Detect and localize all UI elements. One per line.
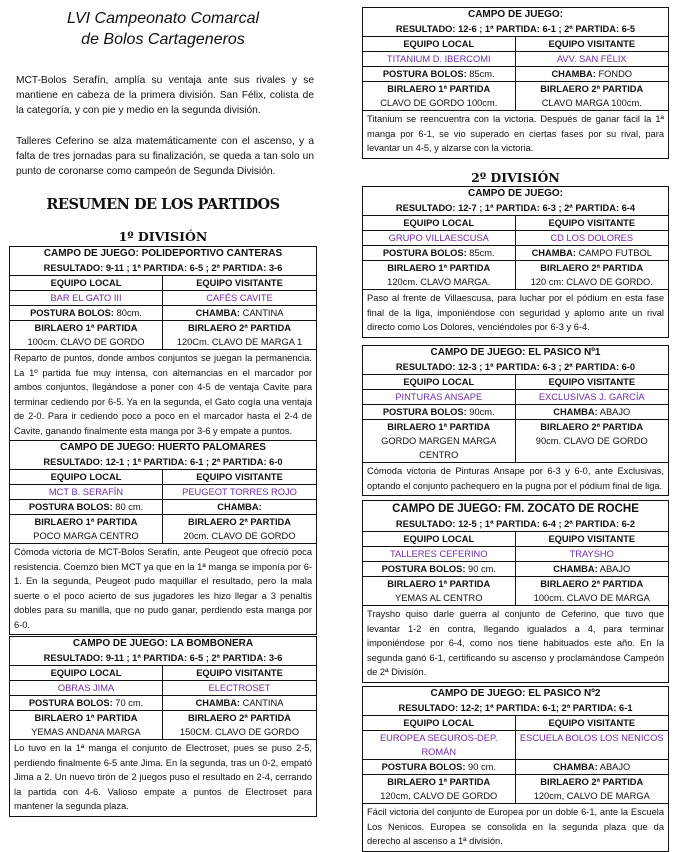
postura-label: POSTURA BOLOS: (30, 308, 114, 318)
birlaero-2-cell (516, 577, 669, 606)
match-details-grid (363, 532, 668, 606)
postura-value: 90cm. (466, 407, 495, 417)
chamba-value: ABAJO (597, 762, 631, 772)
birlaero-2-label: BIRLAERO 2ª PARTIDA (540, 777, 644, 787)
match-description: Titanium se reencuentra con la victoria. Después de ganar fácil la 1ª manga por 6-1, se vio superado en ciertas fases por su rival, para levantar un 4-5, y alzarse con la victoria. (367, 114, 664, 153)
match-card (9, 246, 317, 441)
intro-paragraph-1: MCT-Bolos Serafín, amplía su ventaja ante sus rivales y se mantiene en cabeza de la primera división. San Félix, colista de la categoría, y con pie y medio en la segunda división. (16, 75, 314, 116)
birlaero-1-cell (10, 711, 163, 740)
birlaero-1-label: BIRLAERO 1ª PARTIDA (387, 422, 491, 432)
local-team-name: PINTURAS ANSAPE (363, 390, 516, 405)
local-team-label: EQUIPO LOCAL (363, 216, 516, 231)
field-name: CAMPO DE JUEGO: (467, 188, 563, 199)
match-description: Cómoda victoria de Pinturas Ansape por 6-3 y 6-0, ante Exclusivas, optando el conjunto pachequero en la pugna por el pódium final de liga. (367, 466, 664, 491)
postura-cell (10, 696, 163, 711)
chamba-value: ABAJO (597, 407, 631, 417)
postura-cell (363, 562, 516, 577)
chamba-cell (516, 67, 669, 82)
chamba-value: FONDO (595, 69, 633, 79)
visiting-team-name: AVV. SAN FÉLIX (516, 52, 669, 67)
birlaero-2-label: BIRLAERO 2ª PARTIDA (540, 263, 644, 273)
birlaero-1-label: BIRLAERO 1ª PARTIDA (387, 84, 491, 94)
local-team-name: TALLERES CEFERINO (363, 547, 516, 562)
match-result: RESULTADO: 12-5 ; 1ª PARTIDA: 6-4 ; 2ª PARTIDA: 6-2 (363, 517, 668, 532)
birlaero-2-cell (516, 261, 669, 290)
match-details-grid (10, 276, 316, 350)
birlaero-2-cell (516, 775, 669, 804)
match-details-grid (363, 716, 668, 804)
birlaero-2-value: 120 cm: CLAVO DE GORDO. (530, 277, 653, 287)
postura-value: 85cm. (466, 69, 495, 79)
chamba-cell (163, 500, 316, 515)
postura-value: 90 cm. (465, 762, 496, 772)
birlaero-2-value: CLAVO MARGA 100cm. (541, 98, 642, 108)
visiting-team-name: ESCUELA BOLOS LOS NENICOS (516, 731, 669, 760)
match-description: Cómoda victoria de MCT-Bolos Serafín, ante Peugeot que ofreció poca resistencia. Coemzó bien MCT ya que en la 1ª manga se imponía por 6-1. En la segunda, Peugeot pudo maquillar el resultado, pero la mala suerte o el poco acierto de sus jugadores les hizo llegar a 3 penaltis dobles para su manilla, que no pudo ganar, perdiendo esta manga por 6-0. (14, 547, 312, 630)
birlaero-2-value: 90cm. CLAVO DE GORDO (535, 436, 648, 446)
visiting-team-label: EQUIPO VISITANTE (163, 276, 316, 291)
birlaero-1-cell (10, 321, 163, 350)
chamba-cell (163, 696, 316, 711)
birlaero-1-cell (363, 82, 516, 111)
birlaero-1-value: CLAVO DE GORDO 100cm. (380, 98, 498, 108)
field-name: CAMPO DE JUEGO: POLIDEPORTIVO CANTERAS (43, 248, 283, 259)
postura-label: POSTURA BOLOS: (381, 762, 466, 772)
chamba-value: CANTINA (240, 698, 284, 708)
birlaero-2-label: BIRLAERO 2ª PARTIDA (188, 517, 291, 527)
chamba-cell (163, 306, 316, 321)
birlaero-1-value: YEMAS AL CENTRO (395, 593, 483, 603)
postura-label: POSTURA BOLOS: (381, 564, 466, 574)
match-description: Lo tuvo en la 1ª manga el conjunto de Electroset, pues se puso 2-5, perdiendo finalmente 6-5 ante Jima. En la segunda, tras un 0-2, empató Jima a 2. Un nuevo tirón de 2 juegos puso el resultado en 2-4, cerrando la partida con 4-6. Valioso empate a puntos de Electroset para mantener la segunda plaza. (14, 743, 312, 811)
postura-value: 80 cm. (112, 502, 144, 512)
birlaero-2-value: 150CM. CLAVO DE GORDO (179, 727, 300, 737)
chamba-label: CHAMBA: (531, 248, 576, 258)
chamba-label: CHAMBA: (553, 564, 598, 574)
birlaero-1-label: BIRLAERO 1ª PARTIDA (387, 777, 491, 787)
birlaero-1-value: 120cm, CALVO DE GORDO (380, 791, 498, 801)
visiting-team-name: CD LOS DOLORES (516, 231, 669, 246)
birlaero-1-value: YEMAS ANDANA MARGA (31, 727, 141, 737)
visiting-team-label: EQUIPO VISITANTE (516, 716, 669, 731)
birlaero-1-value: 120cm. CLAVO MARGA. (387, 277, 491, 287)
local-team-label: EQUIPO LOCAL (363, 716, 516, 731)
birlaero-2-label: BIRLAERO 2ª PARTIDA (188, 713, 291, 723)
chamba-value: CANTINA (240, 308, 284, 318)
postura-label: POSTURA BOLOS: (382, 69, 467, 79)
birlaero-2-label: BIRLAERO 2ª PARTIDA (540, 579, 644, 589)
postura-value: 70 cm. (112, 698, 144, 708)
birlaero-1-value: 100cm. CLAVO DE GORDO (27, 337, 145, 347)
local-team-label: EQUIPO LOCAL (10, 276, 163, 291)
chamba-label: CHAMBA: (553, 407, 598, 417)
division-1-heading: 1º DIVISIÓN (118, 229, 208, 244)
birlaero-1-label: BIRLAERO 1ª PARTIDA (387, 579, 491, 589)
match-details-grid (363, 37, 668, 111)
local-team-label: EQUIPO LOCAL (10, 666, 163, 681)
chamba-label: CHAMBA: (195, 698, 241, 708)
match-result: RESULTADO: 9-11 ; 1ª PARTIDA: 6-5 ; 2ª PARTIDA: 3-6 (10, 651, 316, 666)
birlaero-1-cell (363, 775, 516, 804)
visiting-team-name: PEUGEOT TORRES ROJO (163, 485, 316, 500)
summary-heading: RESUMEN DE LOS PARTIDOS (46, 196, 280, 213)
postura-label: POSTURA BOLOS: (382, 248, 467, 258)
chamba-label: CHAMBA: (217, 502, 262, 512)
birlaero-1-value: POCO MARGA CENTRO (33, 531, 139, 541)
birlaero-1-label: BIRLAERO 1ª PARTIDA (34, 713, 138, 723)
field-name: CAMPO DE JUEGO: EL PASICO Nº1 (430, 347, 601, 358)
local-team-name: OBRAS JIMA (10, 681, 163, 696)
match-details-grid (10, 470, 316, 544)
match-result: RESULTADO: 12-6 ; 1ª PARTIDA: 6-1 ; 2ª PARTIDA: 6-5 (363, 22, 668, 37)
chamba-label: CHAMBA: (553, 762, 598, 772)
postura-cell (363, 246, 516, 261)
local-team-label: EQUIPO LOCAL (10, 470, 163, 485)
match-card (362, 345, 669, 496)
visiting-team-name: ELECTROSET (163, 681, 316, 696)
match-description: Reparto de puntos, donde ambos conjuntos se juegan la permanencia. La 1º partida fue muy intensa, con alternancias en el marcador por ambos conjuntos, llegándose a poner con 4-5 de ventaja Cavite para terminar cediendo por 6-5. Ya en la segunda, el Gato cogía una ventaja de 2-0. Para ir cediendo poco a poco en el marcador hasta el 2-4 de Cavite, ganando finalmente esta manga por 3-6 y empate a puntos. (14, 353, 312, 436)
field-name: CAMPO DE JUEGO: LA BOMBONERA (72, 638, 254, 649)
postura-cell (363, 405, 516, 420)
birlaero-1-value: GORDO MARGEN MARGA CENTRO (381, 436, 497, 460)
match-details-grid (10, 666, 316, 740)
birlaero-1-cell (10, 515, 163, 544)
visiting-team-label: EQUIPO VISITANTE (516, 37, 669, 52)
chamba-cell (516, 405, 669, 420)
local-team-label: EQUIPO LOCAL (363, 532, 516, 547)
local-team-name: EUROPEA SEGUROS-DEP. ROMÁN (363, 731, 516, 760)
match-description: Paso al frente de Villaescusa, para luchar por el pódium en esta fase final de la liga, imponiéndose con seguridad y aplomo ante un rival directo como Los Dolores, venciéndoles por 6-3 y 6-4. (367, 293, 664, 332)
match-details-grid (363, 216, 668, 290)
field-name: CAMPO DE JUEGO: EL PASICO Nº2 (430, 688, 601, 699)
match-description: Fácil victoria del conjunto de Europea por un doble 6-1, ante la Escuela Los Nenicos. Europea se consolida en la segunda plaza que da derecho al ascenso a 1ª división. (367, 807, 664, 846)
match-card (9, 636, 317, 817)
postura-label: POSTURA BOLOS: (28, 698, 113, 708)
visiting-team-label: EQUIPO VISITANTE (163, 666, 316, 681)
title-line-1: LVI Campeonato Comarcal (66, 10, 260, 27)
chamba-cell (516, 246, 669, 261)
birlaero-2-label: BIRLAERO 2ª PARTIDA (188, 323, 291, 333)
birlaero-2-cell (163, 515, 316, 544)
visiting-team-label: EQUIPO VISITANTE (163, 470, 316, 485)
postura-value: 85cm. (466, 248, 495, 258)
birlaero-2-value: 120Cm. CLAVO DE MARGA 1 (176, 337, 303, 347)
match-result: RESULTADO: 9-11 ; 1ª PARTIDA: 6-5 ; 2ª PARTIDA: 3-6 (10, 261, 316, 276)
birlaero-2-cell (163, 321, 316, 350)
birlaero-2-value: 100cm. CLAVO DE MARGA (533, 593, 650, 603)
match-description: Traysho quiso darle guerra al conjunto de Ceferino, que tuvo que levantar 1-2 en contra, llegando igualados a 4, para terminar imponiéndose por 6-4, como nos tiene habituados este año. En la segunda ganó 6-1, certificando su ascenso y proclamándose Campeón de 2ª División. (367, 609, 664, 677)
match-card (362, 186, 669, 338)
postura-cell (363, 67, 516, 82)
chamba-value: CAMPO FUTBOL (575, 248, 652, 258)
birlaero-1-label: BIRLAERO 1ª PARTIDA (34, 517, 138, 527)
birlaero-2-label: BIRLAERO 2ª PARTIDA (540, 84, 644, 94)
local-team-label: EQUIPO LOCAL (363, 375, 516, 390)
match-card (362, 500, 669, 683)
birlaero-2-cell (163, 711, 316, 740)
visiting-team-name: EXCLUSIVAS J. GARCÍA (516, 390, 669, 405)
chamba-cell (516, 562, 669, 577)
field-name: CAMPO DE JUEGO: (467, 9, 563, 20)
visiting-team-name: TRAYSHO (516, 547, 669, 562)
match-card (362, 686, 669, 852)
chamba-value: ABAJO (597, 564, 631, 574)
visiting-team-label: EQUIPO VISITANTE (516, 375, 669, 390)
field-name: CAMPO DE JUEGO: FM. ZOCATO DE ROCHE (392, 503, 639, 515)
birlaero-2-cell (516, 420, 669, 463)
postura-value: 80cm. (113, 308, 142, 318)
birlaero-2-label: BIRLAERO 2ª PARTIDA (540, 422, 644, 432)
birlaero-2-cell (516, 82, 669, 111)
match-result: RESULTADO: 12-2; 1ª PARTIDA: 6-1; 2ª PARTIDA: 6-1 (363, 701, 668, 716)
visiting-team-label: EQUIPO VISITANTE (516, 216, 669, 231)
birlaero-1-cell (363, 577, 516, 606)
local-team-name: MCT B. SERAFÍN (10, 485, 163, 500)
chamba-label: CHAMBA: (551, 69, 596, 79)
match-result: RESULTADO: 12-1 ; 1ª PARTIDA: 6-1 ; 2ª PARTIDA: 6-0 (10, 455, 316, 470)
postura-cell (10, 500, 163, 515)
chamba-label: CHAMBA: (195, 308, 241, 318)
match-card (9, 440, 317, 635)
field-name: CAMPO DE JUEGO: HUERTO PALOMARES (60, 442, 266, 453)
visiting-team-label: EQUIPO VISITANTE (516, 532, 669, 547)
postura-label: POSTURA BOLOS: (382, 407, 467, 417)
postura-cell (10, 306, 163, 321)
local-team-name: BAR EL GATO III (10, 291, 163, 306)
birlaero-1-label: BIRLAERO 1ª PARTIDA (387, 263, 491, 273)
match-result: RESULTADO: 12-7 ; 1ª PARTIDA: 6-3 ; 2ª PARTIDA: 6-4 (363, 201, 668, 216)
document-title (9, 8, 317, 50)
birlaero-1-label: BIRLAERO 1ª PARTIDA (34, 323, 138, 333)
local-team-name: GRUPO VILLAESCUSA (363, 231, 516, 246)
match-card (362, 7, 669, 159)
match-details-grid (363, 375, 668, 463)
postura-cell (363, 760, 516, 775)
birlaero-1-cell (363, 261, 516, 290)
title-line-2: de Bolos Cartageneros (81, 31, 245, 48)
postura-value: 90 cm. (465, 564, 496, 574)
chamba-cell (516, 760, 669, 775)
division-2-heading: 2º DIVISIÓN (471, 170, 560, 185)
birlaero-2-value: 120cm, CALVO DE MARGA (533, 791, 650, 801)
visiting-team-name: CAFÉS CAVITE (163, 291, 316, 306)
match-result: RESULTADO: 12-3 ; 1ª PARTIDA: 6-3 ; 2ª PARTIDA: 6-0 (363, 360, 668, 375)
birlaero-2-value: 20cm. CLAVO DE GORDO (183, 531, 296, 541)
local-team-name: TITANIUM D. IBERCOMI (363, 52, 516, 67)
local-team-label: EQUIPO LOCAL (363, 37, 516, 52)
birlaero-1-cell (363, 420, 516, 463)
postura-label: POSTURA BOLOS: (28, 502, 113, 512)
intro-paragraph-2: Talleres Ceferino se alza matemáticamente con el ascenso, y a falta de tres jornadas para su finalización, se queda a tan solo un punto de coronarse como campeón de Segunda División. (16, 136, 314, 177)
